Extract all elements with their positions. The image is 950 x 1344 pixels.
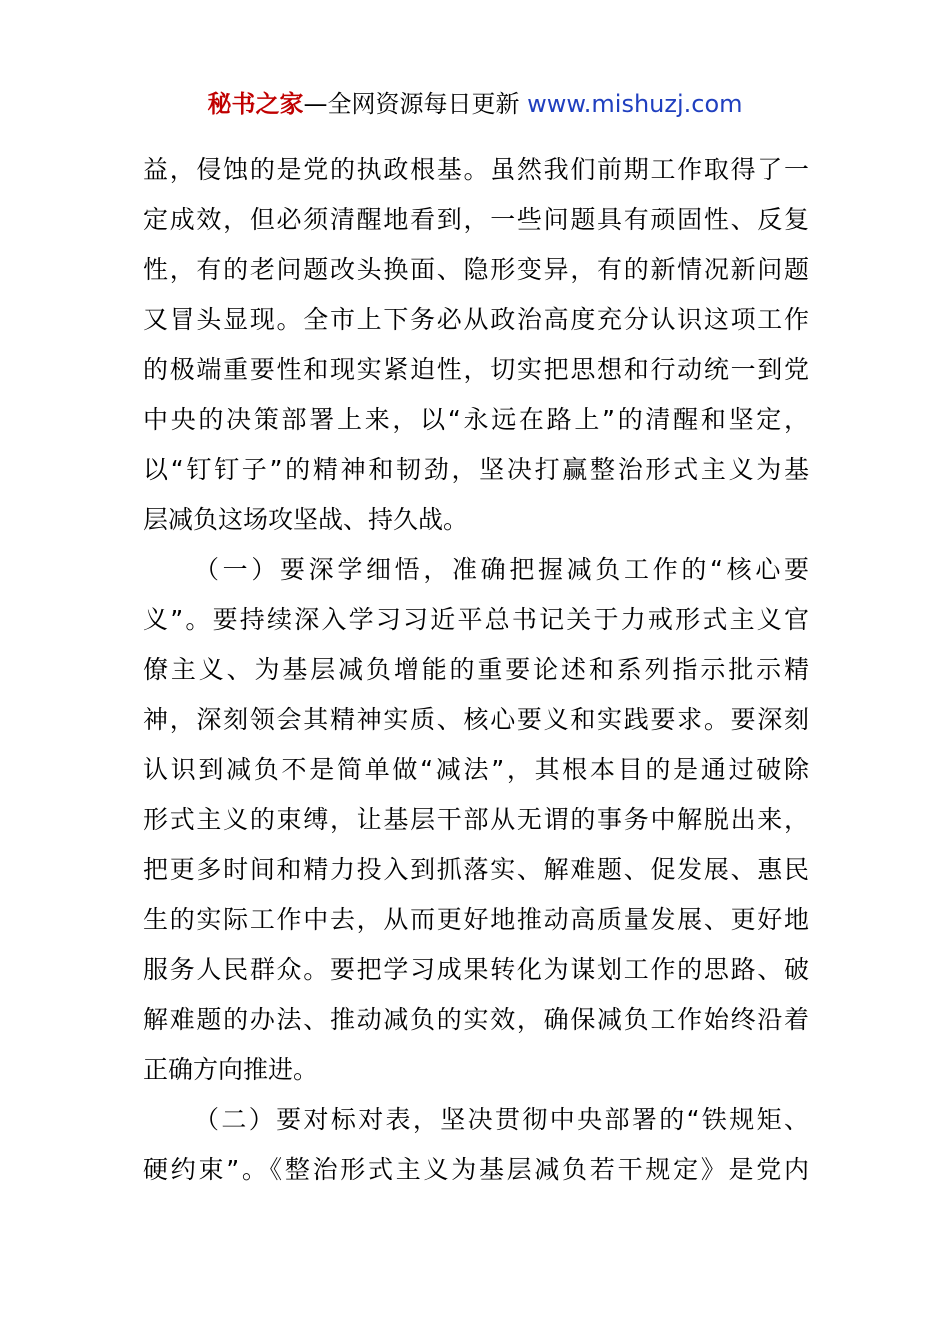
- text-line: 服务人民群众。要把学习成果转化为谋划工作的思路、破: [143, 955, 809, 984]
- text-line: 僚主义、为基层减负增能的重要论述和系列指示批示精: [143, 655, 809, 684]
- text-line: 以“钉钉子”的精神和韧劲，坚决打赢整治形式主义为基: [143, 455, 809, 484]
- site-header: [0, 86, 950, 122]
- text-line: 益，侵蚀的是党的执政根基。虽然我们前期工作取得了一: [143, 155, 809, 184]
- text-line: 中央的决策部署上来，以“永远在路上”的清醒和坚定，: [143, 405, 809, 434]
- site-url-link[interactable]: www.mishuzj.com: [527, 90, 743, 118]
- text-line: 认识到减负不是简单做“减法”，其根本目的是通过破除: [143, 755, 809, 784]
- text-line: 层减负这场攻坚战、持久战。: [143, 505, 469, 534]
- text-line: 神，深刻领会其精神实质、核心要义和实践要求。要深刻: [143, 705, 809, 734]
- text-line: 硬约束”。《整治形式主义为基层减负若干规定》是党内: [143, 1155, 809, 1184]
- text-line: 定成效，但必须清醒地看到，一些问题具有顽固性、反复: [143, 205, 809, 234]
- text-line: 形式主义的束缚，让基层干部从无谓的事务中解脱出来，: [143, 805, 809, 834]
- site-slogan: —全网资源每日更新: [303, 90, 528, 118]
- text-line: （二）要对标对表，坚决贯彻中央部署的“铁规矩、: [194, 1105, 809, 1134]
- text-line: 的极端重要性和现实紧迫性，切实把思想和行动统一到党: [143, 355, 809, 384]
- document-body: [143, 145, 809, 1195]
- text-line: 又冒头显现。全市上下务必从政治高度充分认识这项工作: [143, 305, 809, 334]
- text-line: 解难题的办法、推动减负的实效，确保减负工作始终沿着: [143, 1005, 809, 1034]
- text-line: 生的实际工作中去，从而更好地推动高质量发展、更好地: [143, 905, 809, 934]
- text-line: （一）要深学细悟，准确把握减负工作的“核心要: [194, 555, 809, 584]
- text-line: 性，有的老问题改头换面、隐形变异，有的新情况新问题: [143, 255, 809, 284]
- text-line: 义”。要持续深入学习习近平总书记关于力戒形式主义官: [143, 605, 809, 634]
- text-line: 正确方向推进。: [143, 1055, 319, 1084]
- site-brand: 秘书之家: [207, 90, 304, 118]
- text-line: 把更多时间和精力投入到抓落实、解难题、促发展、惠民: [143, 855, 809, 884]
